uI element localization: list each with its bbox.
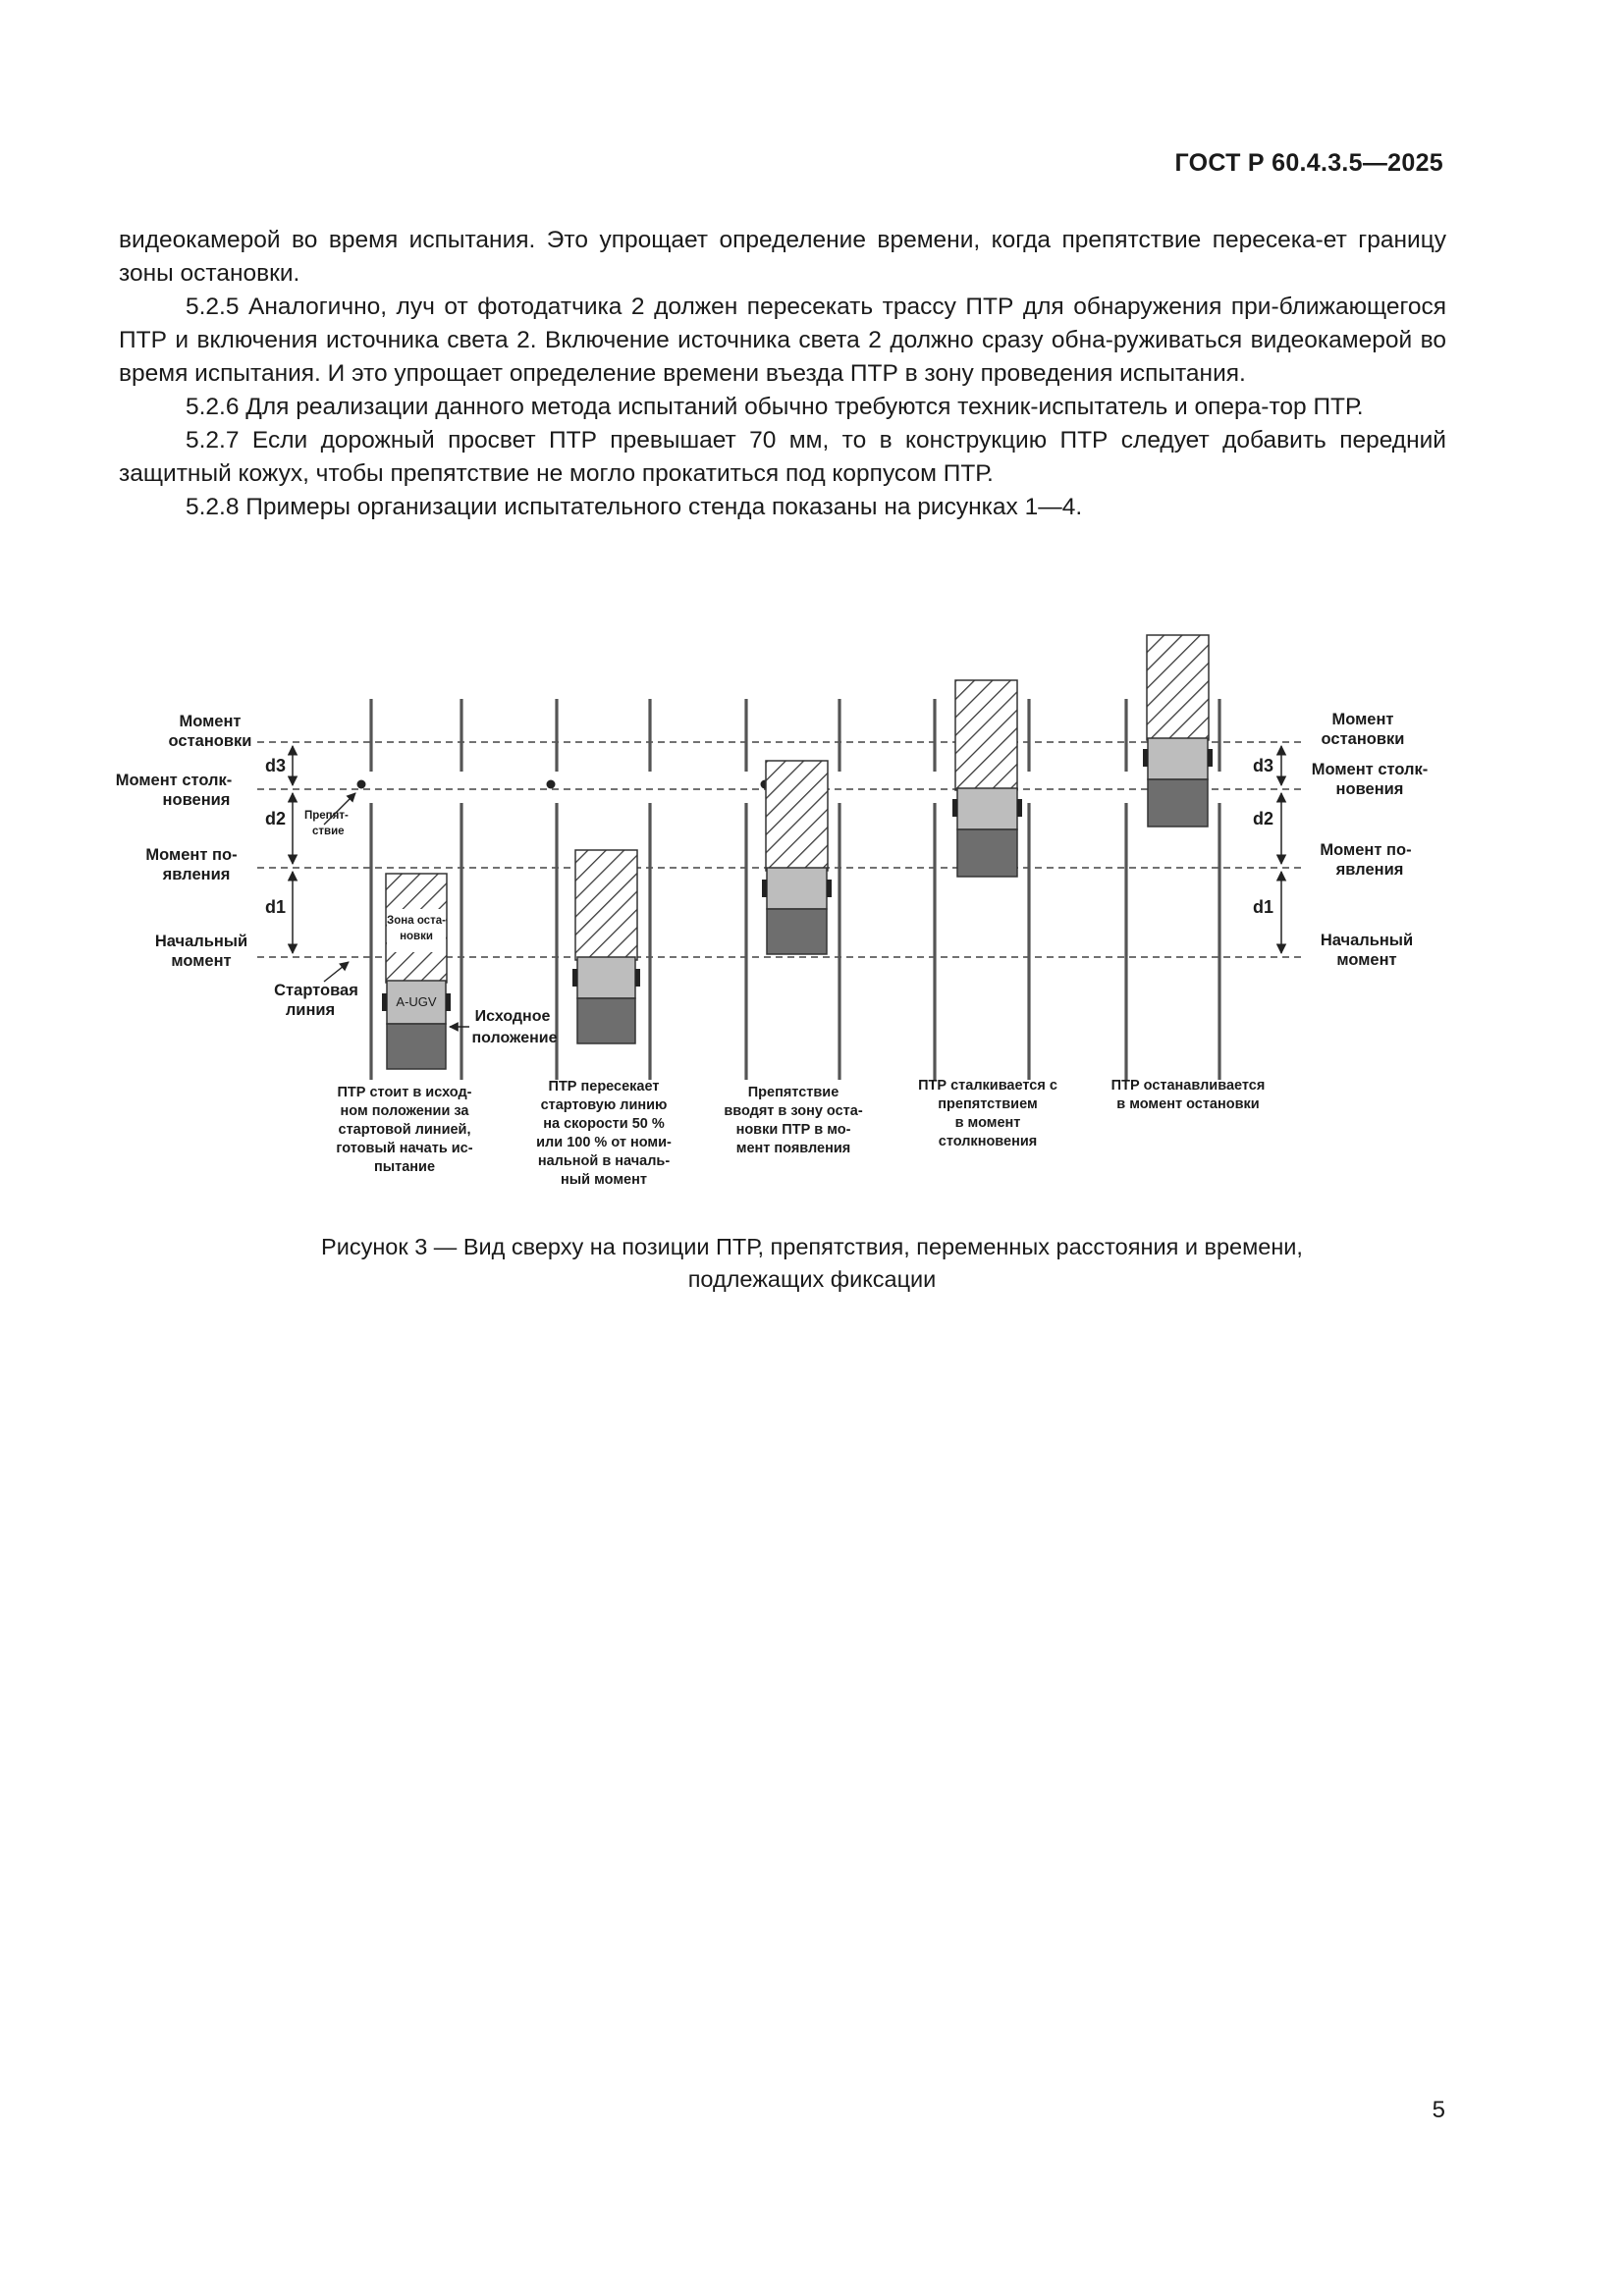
svg-text:стартовой линией,: стартовой линией, <box>338 1122 471 1138</box>
vehicle-front-stage-2 <box>577 957 635 998</box>
figure-caption-line-1: Рисунок 3 — Вид сверху на позиции ПТР, препятствия, переменных расстояния и времени, <box>321 1234 1303 1259</box>
svg-text:ПТР стоит в исход-: ПТР стоит в исход- <box>337 1085 472 1100</box>
home-position-label-1: Исходное <box>474 1008 551 1025</box>
svg-text:препятствием: препятствием <box>938 1096 1038 1112</box>
stage-caption-4 <box>918 1078 1057 1149</box>
right-label-initial-2: момент <box>1336 951 1397 969</box>
obstacle-label-2: ствие <box>312 826 345 837</box>
body-text <box>119 224 1446 524</box>
left-timing-labels <box>116 713 252 970</box>
vehicle-body-stage-3 <box>767 909 827 954</box>
vehicle-body-stage-5 <box>1148 779 1208 827</box>
label-d3-left: d3 <box>265 756 287 775</box>
figure-3-diagram <box>0 589 1624 1217</box>
stop-zone-label-1: Зона оста- <box>387 915 446 927</box>
svg-text:нальной в началь-: нальной в началь- <box>537 1153 671 1169</box>
left-label-collision-1: Момент столк- <box>115 772 233 789</box>
vehicle-front-stage-3 <box>767 868 827 909</box>
svg-text:готовый начать ис-: готовый начать ис- <box>336 1141 473 1156</box>
stop-zone-stage-4 <box>955 680 1017 790</box>
obstacle-dot-1 <box>357 780 366 789</box>
label-d2-right: d2 <box>1253 809 1274 828</box>
svg-text:пытание: пытание <box>373 1159 436 1175</box>
right-label-initial-1: Начальный <box>1320 932 1414 949</box>
stage-caption-3 <box>724 1085 862 1156</box>
figure-caption <box>0 1231 1624 1296</box>
paragraph-5-2-7: 5.2.7 Если дорожный просвет ПТР превышает 70 мм, то в конструкцию ПТР следует добавить передний защитный кожух, чтобы препятствие не могло прокатиться под корпусом ПТР. <box>119 427 1446 487</box>
obstacle-label-1: Препят- <box>304 810 349 822</box>
svg-text:ный момент: ный момент <box>561 1172 647 1188</box>
start-line-label-2: линия <box>285 1001 336 1019</box>
svg-text:ПТР сталкивается с: ПТР сталкивается с <box>918 1078 1057 1094</box>
right-label-stop-2: остановки <box>1321 730 1405 748</box>
paragraph-5-2-8: 5.2.8 Примеры организации испытательного стенда показаны на рисунках 1—4. <box>186 494 1083 520</box>
figure-caption-line-2: подлежащих фиксации <box>687 1266 937 1292</box>
left-label-collision-2: новения <box>162 791 231 809</box>
vehicle-front-stage-4 <box>957 788 1017 829</box>
label-d1-right: d1 <box>1253 897 1274 917</box>
svg-text:мент появления: мент появления <box>735 1141 851 1156</box>
stage-5-vehicle <box>1143 635 1213 827</box>
left-label-initial-1: Начальный <box>154 933 248 950</box>
obstacle-dot-2 <box>547 780 556 789</box>
svg-text:ном положении за: ном положении за <box>340 1103 469 1119</box>
stage-caption-5 <box>1111 1078 1266 1112</box>
stop-zone-stage-3 <box>766 761 828 871</box>
left-label-stop-1: Момент <box>179 713 242 730</box>
start-line-annotation <box>274 962 358 1019</box>
document-header: ГОСТ Р 60.4.3.5—2025 <box>1174 149 1443 177</box>
label-d3-right: d3 <box>1253 756 1274 775</box>
home-position-annotation <box>450 1008 558 1046</box>
svg-text:или 100 % от номи-: или 100 % от номи- <box>536 1135 672 1150</box>
stage-2-vehicle <box>572 850 640 1043</box>
svg-text:столкновения: столкновения <box>938 1134 1038 1149</box>
right-label-appearance-1: Момент по- <box>1320 841 1412 859</box>
right-label-collision-2: новения <box>1335 780 1404 798</box>
vehicle-body-stage-4 <box>957 829 1017 877</box>
start-line-label-1: Стартовая <box>274 982 358 999</box>
vehicle-label: A-UGV <box>396 994 437 1009</box>
obstacle-annotation <box>304 793 355 837</box>
svg-text:Препятствие: Препятствие <box>747 1085 839 1100</box>
page-number: 5 <box>1432 2097 1445 2123</box>
stage-caption-2 <box>536 1079 672 1188</box>
label-d2-left: d2 <box>265 809 287 828</box>
left-label-appearance-1: Момент по- <box>145 846 238 864</box>
paragraph-5-2-6: 5.2.6 Для реализации данного метода испытаний обычно требуются техник-испытатель и опера-тор ПТР. <box>186 394 1364 420</box>
paragraph-continuation: видеокамерой во время испытания. Это упрощает определение времени, когда препятствие пересека-ет границу зоны остановки. <box>119 227 1446 287</box>
left-label-appearance-2: явления <box>162 866 231 883</box>
stage-caption-1 <box>336 1085 472 1175</box>
paragraph-5-2-5: 5.2.5 Аналогично, луч от фотодатчика 2 должен пересекать трассу ПТР для обнаружения при-ближающегося ПТР и включения источника света 2. Включение источника света 2 должно сразу обна-руживаться видеокамерой во время испытания. И это упрощает определение времени въезда ПТР в зону проведения испытания. <box>119 294 1446 387</box>
left-label-initial-2: момент <box>171 952 232 970</box>
stop-zone-stage-5 <box>1147 635 1209 740</box>
right-label-collision-1: Момент столк- <box>1311 761 1429 778</box>
stage-4-vehicle <box>952 680 1022 877</box>
svg-text:новки ПТР в мо-: новки ПТР в мо- <box>735 1122 851 1138</box>
right-label-appearance-2: явления <box>1335 861 1404 879</box>
stage-3-vehicle <box>762 761 832 954</box>
vehicle-body-stage-2 <box>577 998 635 1043</box>
home-position-label-2: положение <box>471 1030 558 1046</box>
vehicle-front-stage-5 <box>1148 738 1208 779</box>
label-d1-left: d1 <box>265 897 287 917</box>
svg-text:ПТР пересекает: ПТР пересекает <box>548 1079 660 1095</box>
right-timing-labels <box>1312 711 1429 969</box>
svg-text:вводят в зону оста-: вводят в зону оста- <box>724 1103 863 1119</box>
svg-text:ПТР останавливается: ПТР останавливается <box>1110 1078 1266 1094</box>
stop-zone-stage-2 <box>575 850 637 960</box>
svg-text:на скорости 50 %: на скорости 50 % <box>543 1116 665 1132</box>
svg-text:в момент остановки: в момент остановки <box>1116 1096 1260 1112</box>
stop-zone-label-2: новки <box>400 931 433 942</box>
svg-text:в момент: в момент <box>954 1115 1021 1131</box>
left-label-stop-2: остановки <box>168 732 252 750</box>
svg-text:стартовую линию: стартовую линию <box>540 1097 668 1113</box>
vehicle-body-stage-1 <box>387 1024 446 1069</box>
stage-1-vehicle <box>382 874 451 1069</box>
right-label-stop-1: Момент <box>1331 711 1394 728</box>
